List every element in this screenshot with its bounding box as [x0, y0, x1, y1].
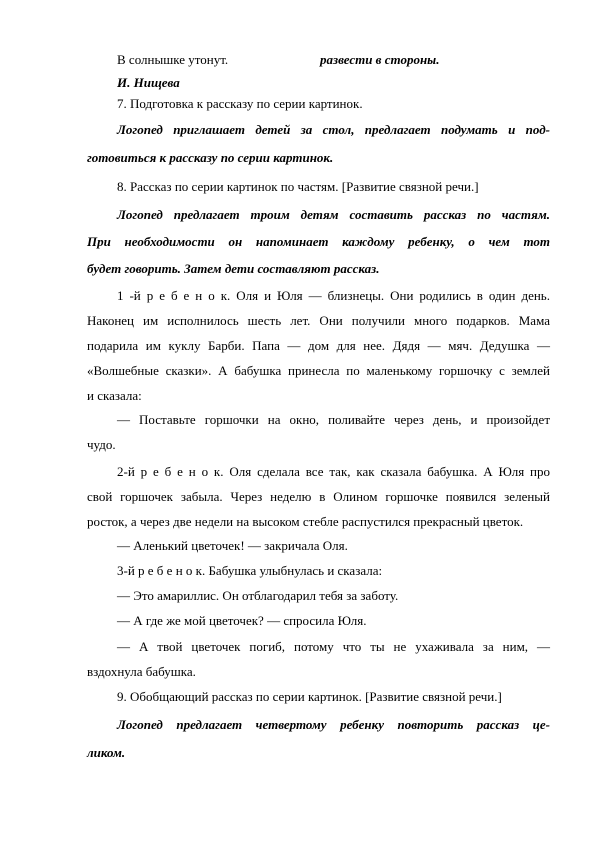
story-line: — А где же мой цветочек? — спросила Юля. [117, 613, 367, 628]
poem-line-left: В солнышке утонут. [117, 52, 229, 67]
item9-note-line: Логопед предлагает четвертому ребенку повторить рассказ це- [117, 717, 550, 732]
story-line: вздохнула бабушка. [87, 664, 196, 679]
story-line: 1 -й р е б е н о к. Оля и Юля — близнецы. Они родились в один день. [117, 288, 550, 303]
poem-author: И. Нищева [117, 75, 180, 90]
item9-note-line: ликом. [87, 745, 126, 760]
story-line: — Это амариллис. Он отблагодарил тебя за заботу. [117, 588, 399, 603]
story-line: чудо. [87, 437, 116, 452]
item8-note-line: Логопед предлагает троим детям составить рассказ по частям. [117, 207, 550, 222]
item7-note-line: готовиться к рассказу по серии картинок. [87, 150, 334, 165]
story-line: 2-й р е б е н о к. Оля сделала все так, как сказала бабушка. А Юля про [117, 464, 550, 479]
item8-heading: 8. Рассказ по серии картинок по частям. [Развитие связной речи.] [117, 179, 479, 194]
item8-note-line: будет говорить. Затем дети составляют рассказ. [87, 261, 380, 276]
story-line: — Поставьте горшочки на окно, поливайте через день, и произойдет [117, 412, 550, 427]
item7-heading: 7. Подготовка к рассказу по серии картинок. [117, 96, 363, 111]
story-line: 3-й р е б е н о к. Бабушка улыбнулась и сказала: [117, 563, 383, 578]
story-line: свой горшочек забыла. Через неделю в Олином горшочке появился зеленый [87, 489, 550, 504]
story-line: «Волшебные сказки». А бабушка принесла по маленькому горшочку с землей [87, 363, 550, 378]
item8-note-line: При необходимости он напоминает каждому ребенку, о чем тот [87, 234, 550, 249]
story-line: подарила им куклу Барби. Папа — дом для нее. Дядя — мяч. Дедушка — [87, 338, 550, 353]
story-line: росток, а через две недели на высоком стебле распустился прекрасный цветок. [87, 514, 524, 529]
story-line: — А твой цветочек погиб, потому что ты не ухаживала за ним, — [117, 639, 550, 654]
story-line: — Аленький цветочек! — закричала Оля. [117, 538, 348, 553]
item9-heading: 9. Обобщающий рассказ по серии картинок. [Развитие связной речи.] [117, 689, 502, 704]
poem-line-right: развести в стороны. [320, 52, 440, 67]
item7-note-line: Логопед приглашает детей за стол, предлагает подумать и под- [117, 122, 550, 137]
story-line: Наконец им исполнилось шесть лет. Они получили много подарков. Мама [87, 313, 550, 328]
story-line: и сказала: [87, 388, 142, 403]
